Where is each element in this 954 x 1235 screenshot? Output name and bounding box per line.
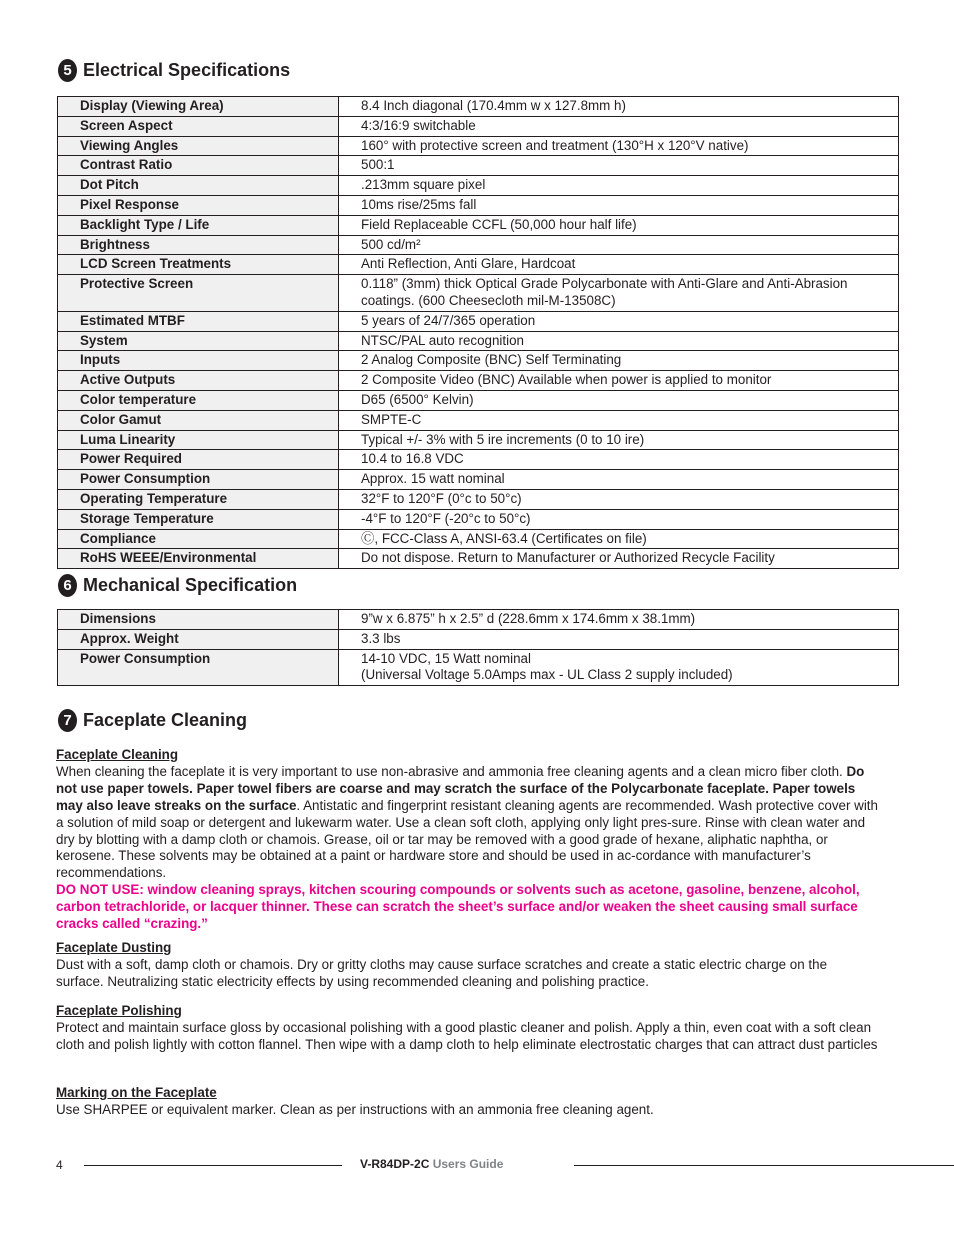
spec-row: [58, 450, 899, 470]
polishing-subheading: Faceplate Polishing: [56, 1003, 182, 1018]
footer-title: [360, 1157, 503, 1171]
page-number: 4: [56, 1158, 63, 1172]
spec-label: Estimated MTBF: [58, 311, 339, 331]
spec-label: Protective Screen: [58, 275, 339, 312]
spec-label: Dimensions: [58, 610, 339, 630]
spec-row: [58, 410, 899, 430]
cleaning-paragraph: [56, 764, 878, 882]
spec-label: Color temperature: [58, 390, 339, 410]
section-title: Faceplate Cleaning: [83, 710, 248, 730]
polishing-paragraph: Protect and maintain surface gloss by occasional polishing with a good plastic cleaner and polish. Apply a thin, even coat with a soft clean cloth and polish lightly with cotton flannel. Then wipe with a damp cloth to help eliminate electrostatic charges that can attract dust particles: [56, 1019, 878, 1052]
cleaning-heading: [58, 709, 247, 732]
spec-row: [58, 509, 899, 529]
spec-row: [58, 176, 899, 196]
spec-label: Backlight Type / Life: [58, 215, 339, 235]
cleaning-text-1: When cleaning the faceplate it is very important to use non-abrasive and ammonia free cleaning agents and a clean micro fiber cloth.: [56, 763, 847, 779]
spec-row: [58, 235, 899, 255]
spec-label: RoHS WEEE/Environmental: [58, 549, 339, 569]
spec-value: 32°F to 120°F (0°c to 50°c): [339, 489, 899, 509]
spec-value: 3.3 lbs: [339, 629, 899, 649]
marking-paragraph: Use SHARPEE or equivalent marker. Clean as per instructions with an ammonia free cleaning agent.: [56, 1101, 654, 1117]
section-title: Electrical Specifications: [83, 60, 291, 80]
spec-row: [58, 97, 899, 117]
mechanical-spec-table: [57, 609, 899, 686]
spec-value: .213mm square pixel: [339, 176, 899, 196]
spec-label: Active Outputs: [58, 371, 339, 391]
polishing-block: [56, 1003, 878, 1054]
spec-label: Viewing Angles: [58, 136, 339, 156]
spec-value: Approx. 15 watt nominal: [339, 470, 899, 490]
spec-value: 500 cd/m²: [339, 235, 899, 255]
footer-rule-right: [574, 1165, 954, 1166]
spec-value: 10ms rise/25ms fall: [339, 195, 899, 215]
spec-label: Pixel Response: [58, 195, 339, 215]
spec-row: [58, 255, 899, 275]
footer-guide: Users Guide: [432, 1157, 504, 1171]
spec-value: [339, 649, 899, 686]
spec-value: 2 Composite Video (BNC) Available when power is applied to monitor: [339, 371, 899, 391]
spec-label: Dot Pitch: [58, 176, 339, 196]
section-number-badge: 6: [58, 574, 77, 597]
cleaning-bold-text: Do not use paper towels. Paper towel fibers are coarse and may scratch the surface of the Polycarbonate faceplate. Paper towels may also leave streaks on the surface: [56, 763, 865, 813]
spec-value: 500:1: [339, 156, 899, 176]
spec-row: [58, 136, 899, 156]
spec-row: [58, 311, 899, 331]
spec-value: 2 Analog Composite (BNC) Self Terminating: [339, 351, 899, 371]
spec-label: Power Consumption: [58, 649, 339, 686]
spec-value: NTSC/PAL auto recognition: [339, 331, 899, 351]
footer-model: V-R84DP-2C: [360, 1157, 430, 1171]
spec-value: Anti Reflection, Anti Glare, Hardcoat: [339, 255, 899, 275]
spec-value: Field Replaceable CCFL (50,000 hour half life): [339, 215, 899, 235]
spec-row: [58, 470, 899, 490]
spec-value: 9”w x 6.875” h x 2.5” d (228.6mm x 174.6mm x 38.1mm): [339, 610, 899, 630]
spec-label: Compliance: [58, 529, 339, 549]
footer-rule-left: [84, 1165, 342, 1166]
spec-value-line: (Universal Voltage 5.0Amps max - UL Class 2 supply included): [361, 667, 733, 683]
spec-row: [58, 649, 899, 686]
cleaning-subheading: Faceplate Cleaning: [56, 747, 179, 762]
spec-row: [58, 629, 899, 649]
cleaning-block: [56, 747, 878, 933]
spec-row: [58, 610, 899, 630]
spec-label: LCD Screen Treatments: [58, 255, 339, 275]
spec-value: 5 years of 24/7/365 operation: [339, 311, 899, 331]
spec-label: Approx. Weight: [58, 629, 339, 649]
cleaning-text-2: . Antistatic and fingerprint resistant cleaning agents are recommended. Wash protective cover with a solution of mild soap or detergent and lukewarm water. Use a clean soft cloth, applying only light pres-sure. Rinse with clean water and dry by blotting with a damp cloth or chamois. Grease, oil or tar may be removed with a good grade of hexane, aliphatic naphtha, or kerosene. These solvents may be obtained at a paint or hardware store and should be used in ac-cordance with manufacturer’s recommendations.: [56, 797, 878, 881]
spec-value: 160° with protective screen and treatment (130°H x 120°V native): [339, 136, 899, 156]
mechanical-heading: [58, 574, 297, 597]
spec-value: SMPTE-C: [339, 410, 899, 430]
spec-row: [58, 489, 899, 509]
spec-label: Luma Linearity: [58, 430, 339, 450]
dusting-block: [56, 940, 878, 991]
spec-value: Typical +/- 3% with 5 ire increments (0 to 10 ire): [339, 430, 899, 450]
spec-row: [58, 390, 899, 410]
spec-label: Storage Temperature: [58, 509, 339, 529]
spec-value: -4°F to 120°F (-20°c to 50°c): [339, 509, 899, 529]
dusting-paragraph: Dust with a soft, damp cloth or chamois. Dry or gritty cloths may cause surface scratches and create a static electric charge on the surface. Neutralizing static electricity effects by using recommended cleaning and polishing practice.: [56, 956, 828, 989]
spec-row: [58, 215, 899, 235]
spec-label: Color Gamut: [58, 410, 339, 430]
spec-value: D65 (6500° Kelvin): [339, 390, 899, 410]
spec-row: [58, 371, 899, 391]
spec-label: Display (Viewing Area): [58, 97, 339, 117]
spec-label: Inputs: [58, 351, 339, 371]
spec-label: Operating Temperature: [58, 489, 339, 509]
spec-row: [58, 275, 899, 312]
spec-row: [58, 156, 899, 176]
section-number-badge: 7: [58, 709, 77, 732]
electrical-spec-table: [57, 96, 899, 569]
spec-value-line: 14-10 VDC, 15 Watt nominal: [361, 650, 531, 666]
spec-row: [58, 331, 899, 351]
spec-label: System: [58, 331, 339, 351]
spec-label: Power Consumption: [58, 470, 339, 490]
spec-value: 8.4 Inch diagonal (170.4mm w x 127.8mm h): [339, 97, 899, 117]
spec-value: 0.118” (3mm) thick Optical Grade Polycarbonate with Anti-Glare and Anti-Abrasion coatings. (600 Cheesecloth mil-M-13508C): [339, 275, 899, 312]
dusting-subheading: Faceplate Dusting: [56, 940, 172, 955]
spec-label: Screen Aspect: [58, 116, 339, 136]
spec-row: [58, 430, 899, 450]
spec-value: 10.4 to 16.8 VDC: [339, 450, 899, 470]
cleaning-warning: DO NOT USE: window cleaning sprays, kitchen scouring compounds or solvents such as acetone, gasoline, benzene, alcohol, carbon tetrachloride, or lacquer thinner. These can scratch the sheet’s surface and/or weaken the sheet causing small surface cracks called “crazing.”: [56, 882, 860, 932]
spec-row: [58, 529, 899, 549]
spec-row: [58, 549, 899, 569]
spec-row: [58, 195, 899, 215]
spec-label: Brightness: [58, 235, 339, 255]
electrical-heading: [58, 59, 290, 82]
spec-value: 4:3/16:9 switchable: [339, 116, 899, 136]
spec-value: Do not dispose. Return to Manufacturer or Authorized Recycle Facility: [339, 549, 899, 569]
spec-value: Ⓒ, FCC-Class A, ANSI-63.4 (Certificates on file): [339, 529, 899, 549]
marking-subheading: Marking on the Faceplate: [56, 1085, 217, 1100]
spec-label: Power Required: [58, 450, 339, 470]
marking-block: [56, 1085, 878, 1119]
spec-row: [58, 351, 899, 371]
spec-row: [58, 116, 899, 136]
spec-label: Contrast Ratio: [58, 156, 339, 176]
section-title: Mechanical Specification: [83, 575, 298, 595]
section-number-badge: 5: [58, 59, 77, 82]
